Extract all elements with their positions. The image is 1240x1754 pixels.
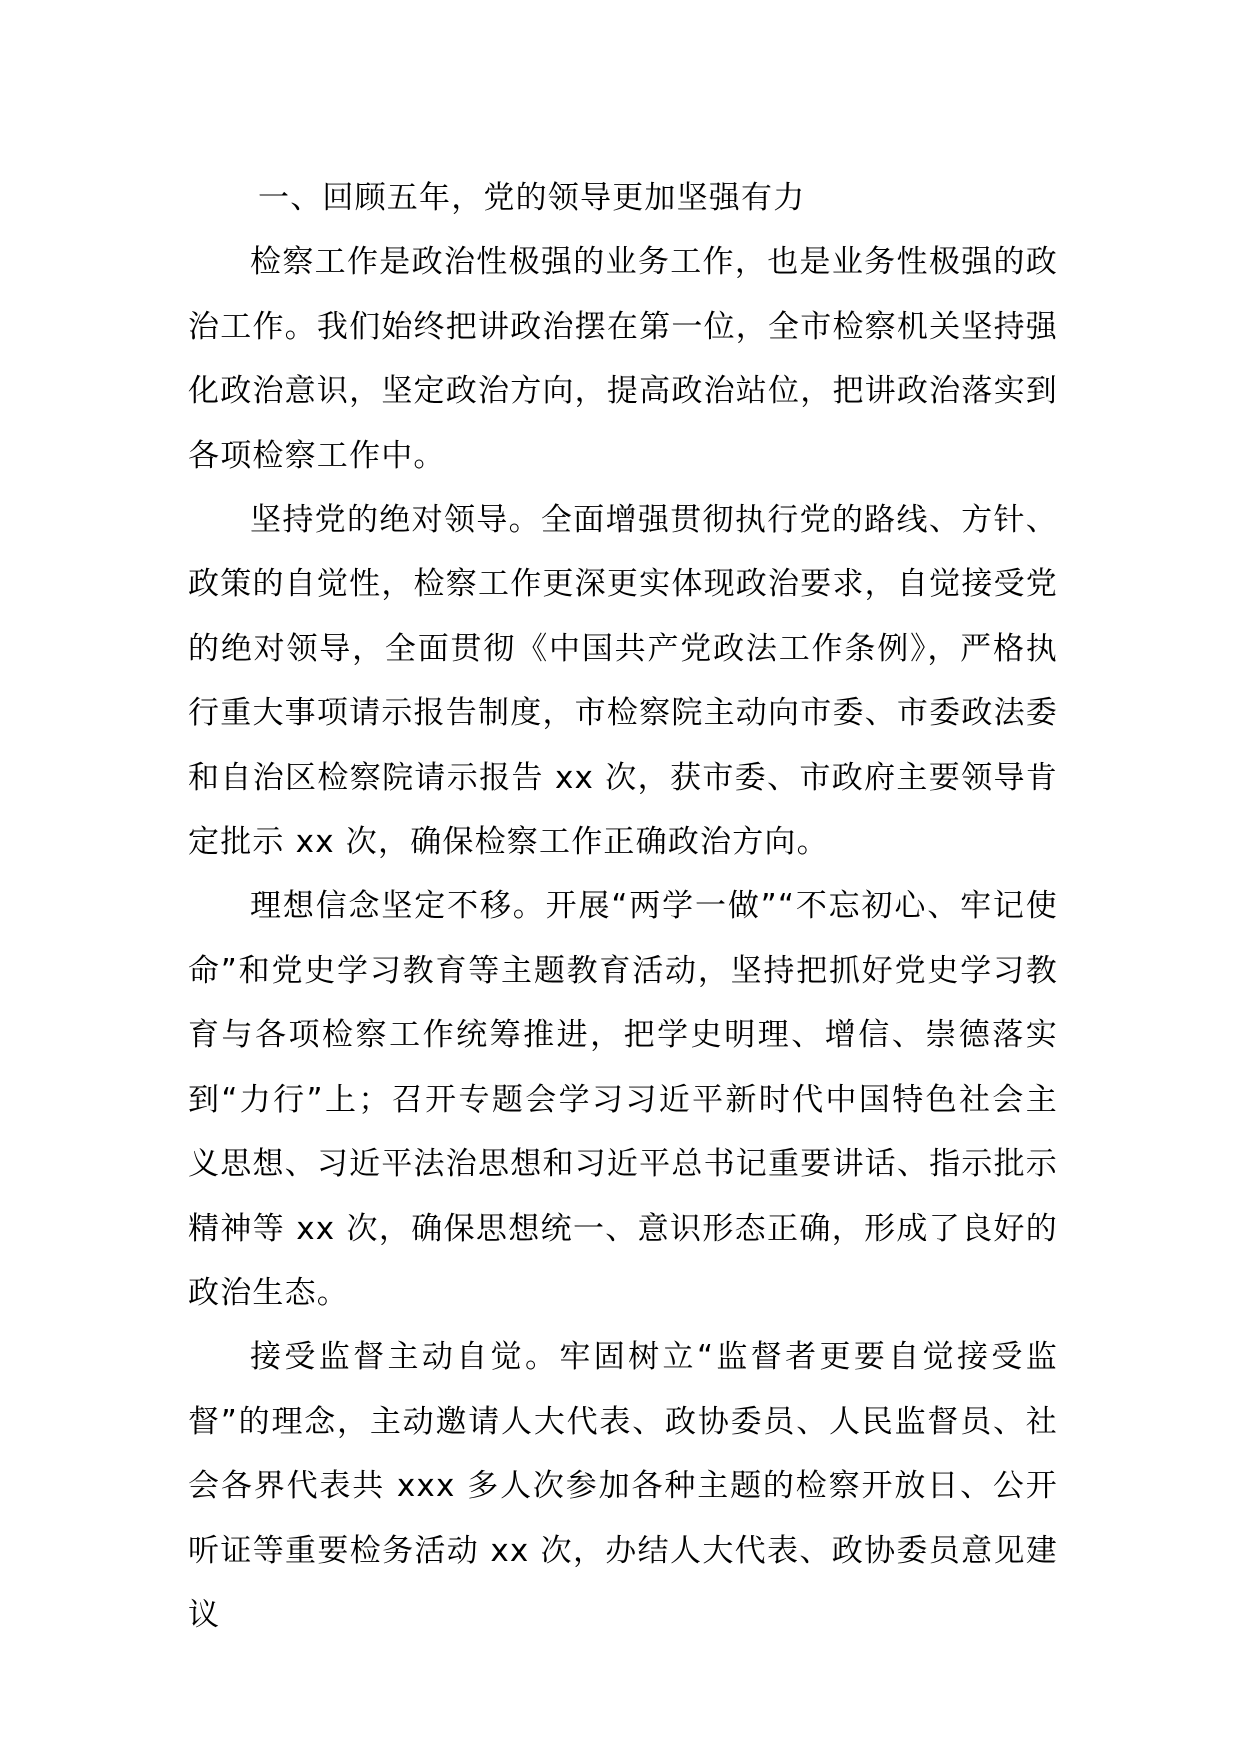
paragraph-party-leadership: 坚持党的绝对领导。全面增强贯彻执行党的路线、方针、政策的自觉性，检察工作更深更实体现政治要求，自觉接受党的绝对领导，全面贯彻《中国共产党政法工作条例》，严格执行重大事项请示报告制度，市检察院主动向市委、市委政法委和自治区检察院请示报告 xx 次，获市委、市政府主要领导肯定批示 xx 次，确保检察工作正确政治方向。: [188, 502, 1058, 861]
paragraph-intro: 检察工作是政治性极强的业务工作，也是业务性极强的政治工作。我们始终把讲政治摆在第一位，全市检察机关坚持强化政治意识，坚定政治方向，提高政治站位，把讲政治落实到各项检察工作中。: [188, 244, 1058, 474]
section-heading: 一、回顾五年，党的领导更加坚强有力: [258, 180, 806, 216]
paragraph-accept-supervision: 接受监督主动自觉。牢固树立“监督者更要自觉接受监督”的理念，主动邀请人大代表、政协委员、人民监督员、社会各界代表共 xxx 多人次参加各种主题的检察开放日、公开听证等重要检务活动 xx 次，办结人大代表、政协委员意见建议: [188, 1339, 1058, 1633]
document-body: [188, 166, 1058, 1647]
paragraph-ideals-beliefs: 理想信念坚定不移。开展“两学一做”“不忘初心、牢记使命”和党史学习教育等主题教育活动，坚持把抓好党史学习教育与各项检察工作统筹推进，把学史明理、增信、崇德落实到“力行”上；召开专题会学习习近平新时代中国特色社会主义思想、习近平法治思想和习近平总书记重要讲话、指示批示精神等 xx 次，确保思想统一、意识形态正确，形成了良好的政治生态。: [188, 888, 1058, 1311]
